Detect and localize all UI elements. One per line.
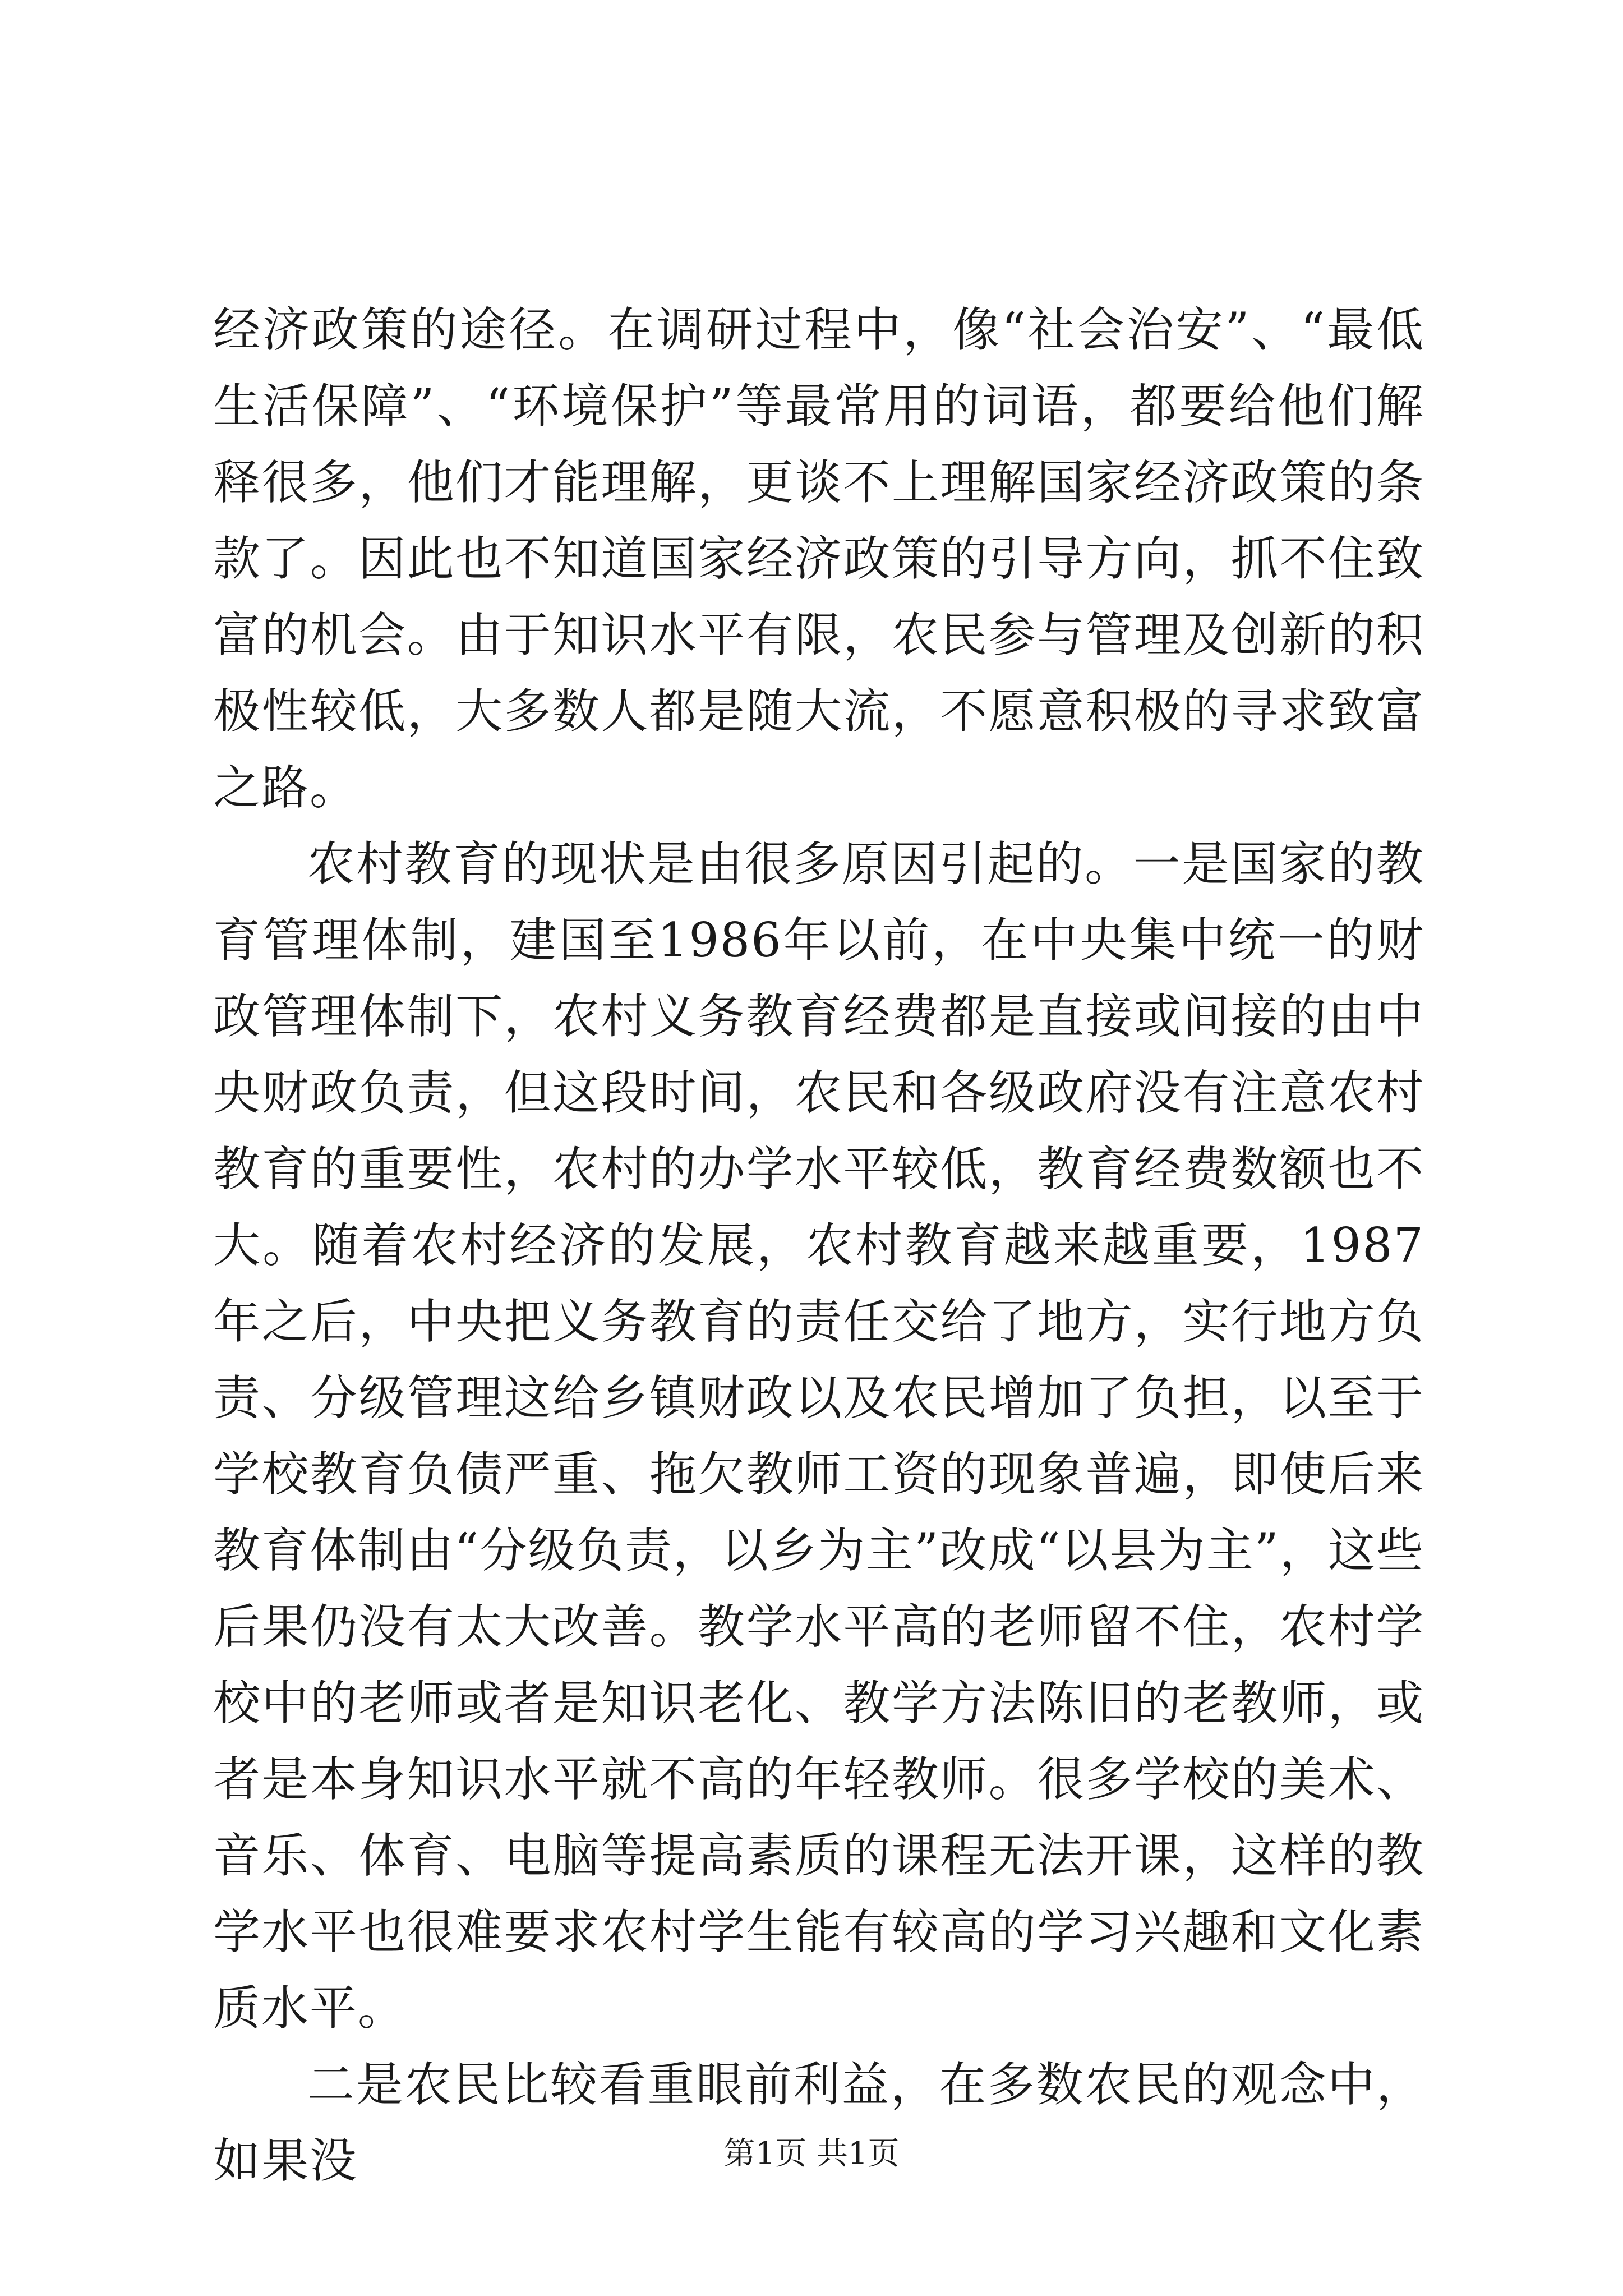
paragraph-2: 农村教育的现状是由很多原因引起的。一是国家的教育管理体制，建国至1986年以前，在中央集中统一的财政管理体制下，农村义务教育经费都是直接或间接的由中央财政负责，但这段时间，农民和各级政府没有注意农村教育的重要性，农村的办学水平较低，教育经费数额也不大。随着农村经济的发展，农村教育越来越重要，1987年之后，中央把义务教育的责任交给了地方，实行地方负责、分级管理这给乡镇财政以及农民增加了负担，以至于学校教育负债严重、拖欠教师工资的现象普遍，即使后来教育体制由“分级负责，以乡为主”改成“以县为主”，这些后果仍没有太大改善。教学水平高的老师留不住，农村学校中的老师或者是知识老化、教学方法陈旧的老教师，或者是本身知识水平就不高的年轻教师。很多学校的美术、音乐、体育、电脑等提高素质的课程无法开课，这样的教学水平也很难要求农村学生能有较高的学习兴趣和文化素质水平。 (213, 836, 1424, 2036)
paragraph-1: 经济政策的途径。在调研过程中，像“社会治安”、“最低生活保障”、“环境保护”等最常用的词语，都要给他们解释很多，他们才能理解，更谈不上理解国家经济政策的条款了。因此也不知道国家经济政策的引导方向，抓不住致富的机会。由于知识水平有限，农民参与管理及创新的积极性较低，大多数人都是随大流，不愿意积极的寻求致富之路。 (213, 302, 1424, 815)
document-body (213, 292, 1424, 2199)
paragraph-3: 二是农民比较看重眼前利益，在多数农民的观念中，如果没 (213, 2057, 1424, 2188)
page-footer: 第1页 共1页 (723, 2136, 900, 2172)
